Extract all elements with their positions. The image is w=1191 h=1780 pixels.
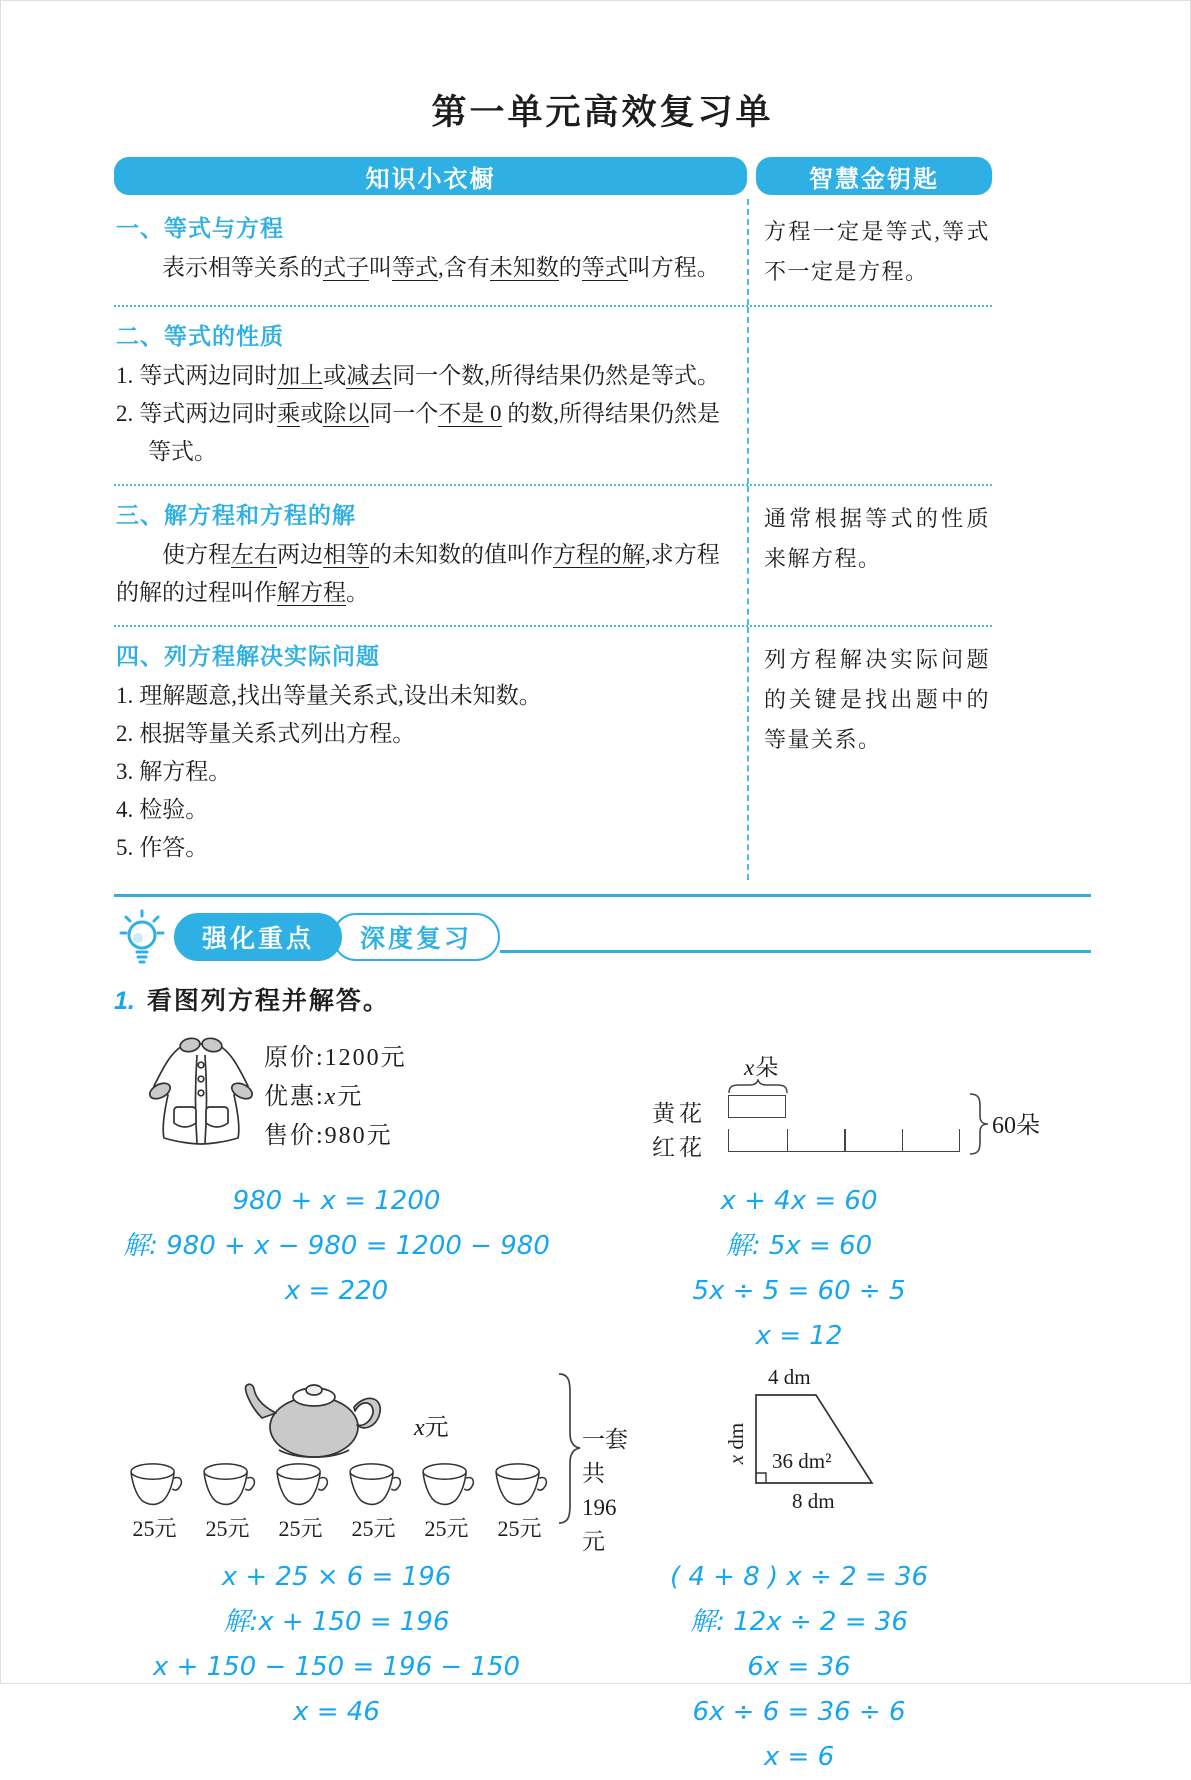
cup-price-label: 25元 xyxy=(424,1515,469,1541)
cup-price-label: 25元 xyxy=(205,1515,250,1541)
trapezoid-left-label: x dm xyxy=(724,1422,749,1464)
trapezoid-bottom-label: 8 dm xyxy=(792,1488,835,1513)
cup-icon xyxy=(272,1461,330,1507)
right-angle-mark xyxy=(756,1473,766,1483)
cup-item xyxy=(118,1461,191,1543)
knowledge-table xyxy=(114,157,992,880)
table-section-1 xyxy=(114,199,992,305)
table-section-2 xyxy=(114,305,992,484)
cup-icon xyxy=(126,1461,184,1507)
trapezoid-area-label: 36 dm² xyxy=(772,1448,832,1473)
equation-line: 6x ÷ 6 = 36 ÷ 6 xyxy=(692,1696,906,1727)
trapezoid-figure xyxy=(634,1365,1091,1555)
equation-line: x = 12 xyxy=(755,1320,843,1351)
table-section-3 xyxy=(114,484,992,625)
set-total-label: 一套共 196元 xyxy=(582,1426,628,1554)
equation-line: x = 6 xyxy=(763,1741,835,1772)
table-header xyxy=(114,157,992,195)
coat-discount: 优惠:x元 xyxy=(264,1083,364,1110)
table-section-4 xyxy=(114,625,992,880)
equation-line: 解: 980 + x − 980 = 1200 − 980 xyxy=(123,1230,550,1261)
cup-item xyxy=(483,1461,556,1543)
list-item: 1. 理解题意,找出等量关系式,设出未知数。 xyxy=(116,683,542,708)
badge-rule-line xyxy=(500,950,1091,953)
coat-price-labels xyxy=(264,1039,407,1156)
teapot-illustration xyxy=(226,1365,401,1465)
equation-line: x = 220 xyxy=(284,1275,389,1306)
red-flower-label: 红花 xyxy=(652,1134,706,1160)
section-heading: 一、等式与方程 xyxy=(116,215,284,241)
teaset-solution xyxy=(114,1555,559,1735)
teaset-problem xyxy=(114,1359,634,1780)
yellow-bar-label: x朵 xyxy=(744,1054,780,1080)
cup-item xyxy=(337,1461,410,1543)
cup-price-label: 25元 xyxy=(278,1515,323,1541)
section-paragraph: 使方程左右两边相等的未知数的值叫作方程的解,求方程的解的过程叫作解方程。 xyxy=(116,542,720,605)
teapot-price-label: x元 xyxy=(414,1414,449,1441)
equation-line: x + 150 − 150 = 196 − 150 xyxy=(152,1651,521,1682)
red-flower-bar xyxy=(728,1129,960,1152)
cup-item xyxy=(410,1461,483,1543)
question-text: 看图列方程并解答。 xyxy=(146,986,390,1015)
list-item: 1. 等式两边同时加上或减去同一个数,所得结果仍然是等式。 xyxy=(116,363,720,388)
list-item: 4. 检验。 xyxy=(116,797,209,822)
section-heading: 二、等式的性质 xyxy=(116,323,284,349)
problem-row-1 xyxy=(114,1017,1091,1359)
equation-line: x = 46 xyxy=(293,1696,380,1727)
question-number: 1. xyxy=(114,986,135,1015)
section-note: 方程一定是等式,等式不一定是方程。 xyxy=(764,219,990,284)
cup-icon xyxy=(199,1461,257,1507)
wisdom-header: 智慧金钥匙 xyxy=(756,157,992,195)
coat-figure xyxy=(114,1027,634,1179)
flowers-solution xyxy=(634,1179,964,1359)
cup-price-label: 25元 xyxy=(497,1515,542,1541)
coat-original-price: 原价:1200元 xyxy=(264,1044,407,1071)
section-note: 通常根据等式的性质来解方程。 xyxy=(764,506,990,571)
equation-line: ( 4 + 8 ) x ÷ 2 = 36 xyxy=(669,1561,929,1592)
cup-item xyxy=(191,1461,264,1543)
equation-line: 6x = 36 xyxy=(747,1651,851,1682)
teaset-figure xyxy=(114,1365,634,1555)
section-divider-line xyxy=(114,894,1091,897)
cup-price-label: 25元 xyxy=(132,1515,177,1541)
cups-row xyxy=(118,1461,556,1543)
knowledge-header: 知识小衣橱 xyxy=(114,157,747,195)
equation-line: 980 + x = 1200 xyxy=(232,1185,441,1216)
badge-strip xyxy=(114,905,1091,969)
page-title: 第一单元高效复习单 xyxy=(431,93,774,132)
section-note: 列方程解决实际问题的关键是找出题中的等量关系。 xyxy=(764,647,990,752)
table-body xyxy=(114,199,992,880)
badge-primary: 强化重点 xyxy=(174,913,342,961)
cup-icon xyxy=(345,1461,403,1507)
total-flowers-label: 60朵 xyxy=(992,1112,1040,1139)
question-1 xyxy=(114,981,1091,1017)
trapezoid-top-label: 4 dm xyxy=(768,1364,811,1389)
coat-problem xyxy=(114,1017,634,1359)
equation-line: 解:x + 150 = 196 xyxy=(223,1606,450,1637)
equation-line: 解: 5x = 60 xyxy=(725,1230,873,1261)
problem-row-2 xyxy=(114,1359,1091,1780)
equation-line: 5x ÷ 5 = 60 ÷ 5 xyxy=(692,1275,906,1306)
coat-solution xyxy=(114,1179,559,1314)
cup-icon xyxy=(418,1461,476,1507)
section-heading: 三、解方程和方程的解 xyxy=(116,502,356,528)
total-brace xyxy=(968,1093,990,1155)
equation-line: x + 25 × 6 = 196 xyxy=(221,1561,452,1592)
trapezoid-problem xyxy=(634,1359,1091,1780)
list-item: 2. 根据等量关系式列出方程。 xyxy=(116,721,416,746)
equation-line: 解: 12x ÷ 2 = 36 xyxy=(690,1606,908,1637)
top-brace xyxy=(728,1079,788,1094)
equation-line: x + 4x = 60 xyxy=(720,1185,878,1216)
coat-sale-price: 售价:980元 xyxy=(264,1122,393,1149)
yellow-flower-label: 黄花 xyxy=(652,1100,706,1126)
list-item: 5. 作答。 xyxy=(116,835,209,860)
section-heading: 四、列方程解决实际问题 xyxy=(116,643,380,669)
trapezoid-shape xyxy=(754,1391,894,1491)
flowers-figure xyxy=(634,1027,1091,1179)
cup-item xyxy=(264,1461,337,1543)
list-item: 3. 解方程。 xyxy=(116,759,232,784)
section-paragraph: 表示相等关系的式子叫等式,含有未知数的等式叫方程。 xyxy=(162,255,720,280)
list-item: 2. 等式两边同时乘或除以同一个不是 0 的数,所得结果仍然是等式。 xyxy=(116,401,720,464)
set-total-brace xyxy=(556,1373,582,1525)
badge-secondary: 深度复习 xyxy=(332,913,500,961)
flowers-problem xyxy=(634,1017,1091,1359)
coat-illustration xyxy=(139,1029,263,1151)
trapezoid-solution xyxy=(634,1555,964,1780)
cup-price-label: 25元 xyxy=(351,1515,396,1541)
yellow-flower-bar xyxy=(728,1095,786,1118)
lightbulb-icon xyxy=(116,907,168,967)
cup-icon xyxy=(491,1461,549,1507)
